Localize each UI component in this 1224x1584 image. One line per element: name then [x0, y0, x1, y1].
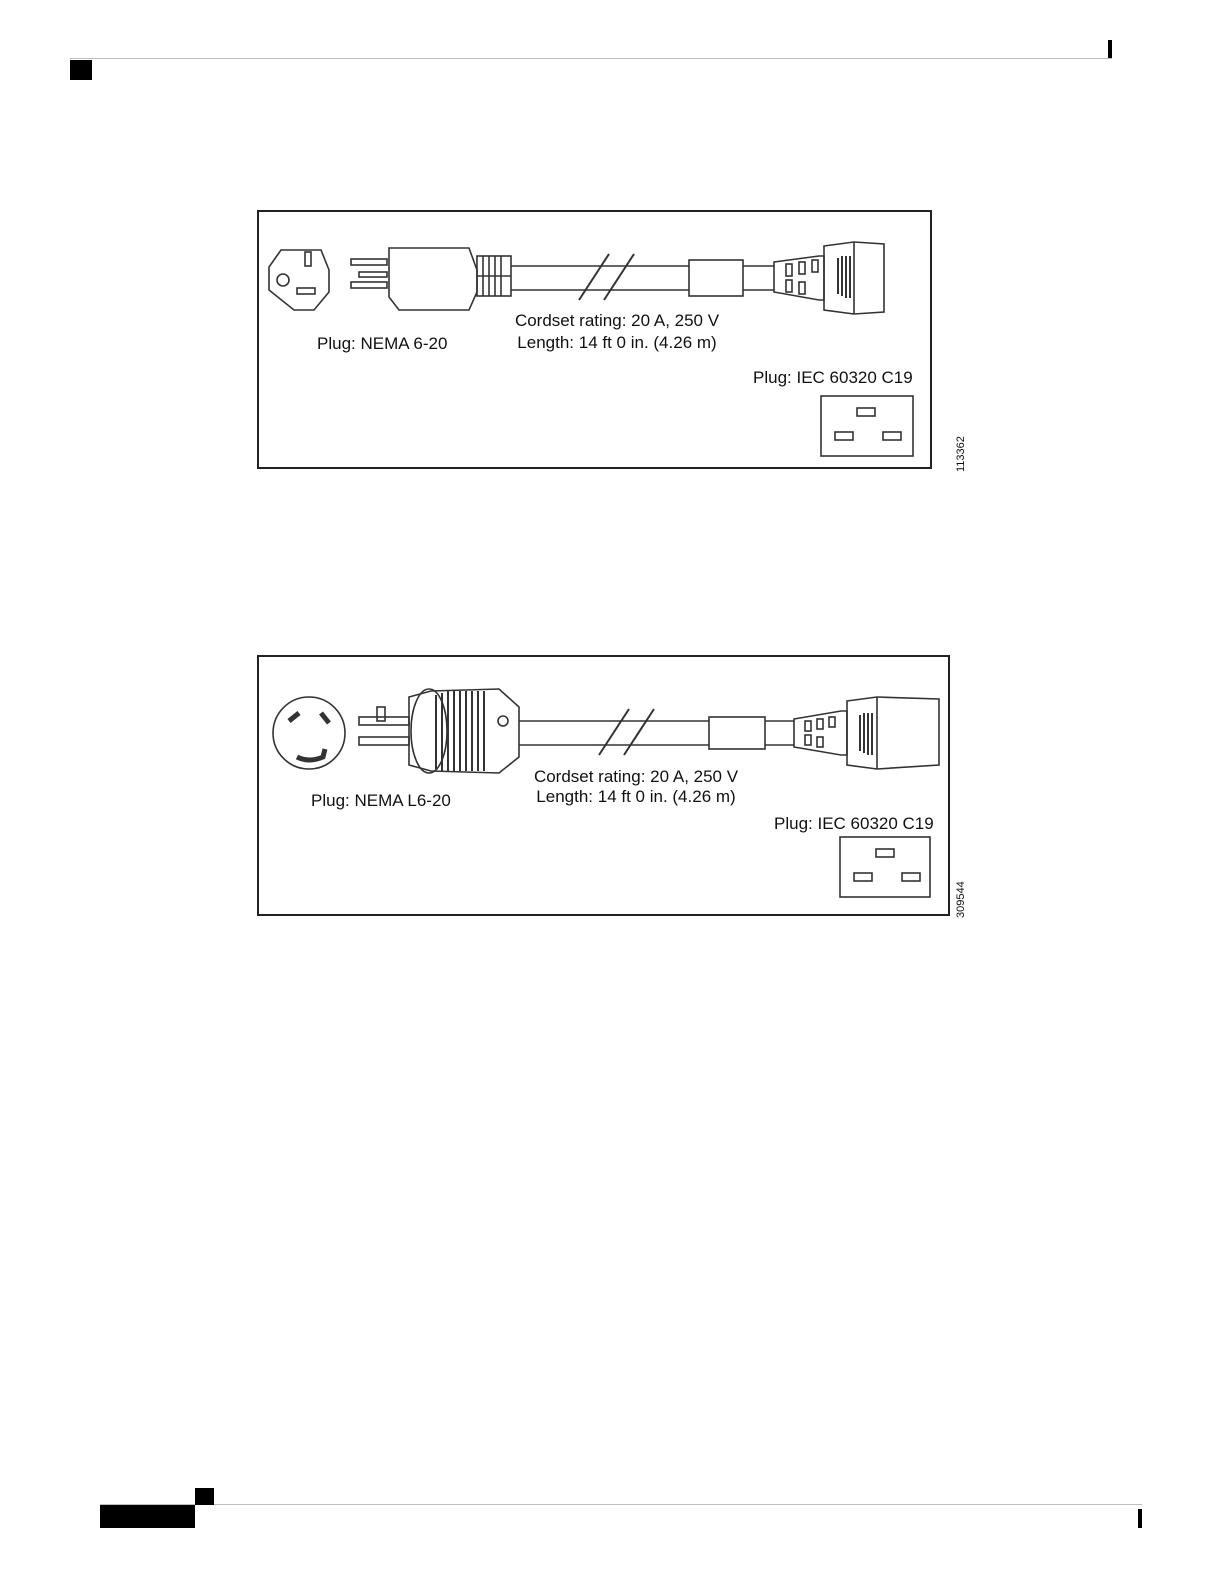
cordset-rating-label: Cordset rating: 20 A, 250 V	[533, 767, 739, 786]
cord-length-label: Length: 14 ft 0 in. (4.26 m)	[517, 333, 717, 352]
left-plug-label: Plug: NEMA L6-20	[311, 791, 451, 810]
iec-c19-face-icon	[821, 396, 913, 456]
figure-number: 309544	[955, 881, 967, 918]
right-plug-label: Plug: IEC 60320 C19	[774, 814, 934, 833]
footer-marker	[195, 1488, 214, 1505]
nema-6-20-plug-body-icon	[389, 248, 477, 310]
footer-rule	[100, 1504, 1142, 1505]
nema-6-20-face-icon	[269, 250, 329, 310]
header-marker	[70, 60, 92, 80]
header-tick	[1108, 40, 1112, 58]
power-cord-figure-nema-l6-20	[257, 655, 950, 916]
cord-length-label: Length: 14 ft 0 in. (4.26 m)	[536, 787, 736, 806]
figure-number: 113362	[955, 436, 967, 472]
nema-l6-20-plug-body-icon	[409, 689, 519, 773]
header-rule	[70, 58, 1112, 59]
footer-tab	[100, 1505, 195, 1528]
left-plug-label: Plug: NEMA 6-20	[317, 334, 448, 353]
iec-c19-face-icon	[840, 837, 930, 897]
cordset-rating-label: Cordset rating: 20 A, 250 V	[514, 311, 720, 330]
right-plug-label: Plug: IEC 60320 C19	[753, 368, 913, 387]
footer-tick	[1138, 1509, 1142, 1528]
power-cord-figure-nema-6-20	[257, 210, 932, 469]
